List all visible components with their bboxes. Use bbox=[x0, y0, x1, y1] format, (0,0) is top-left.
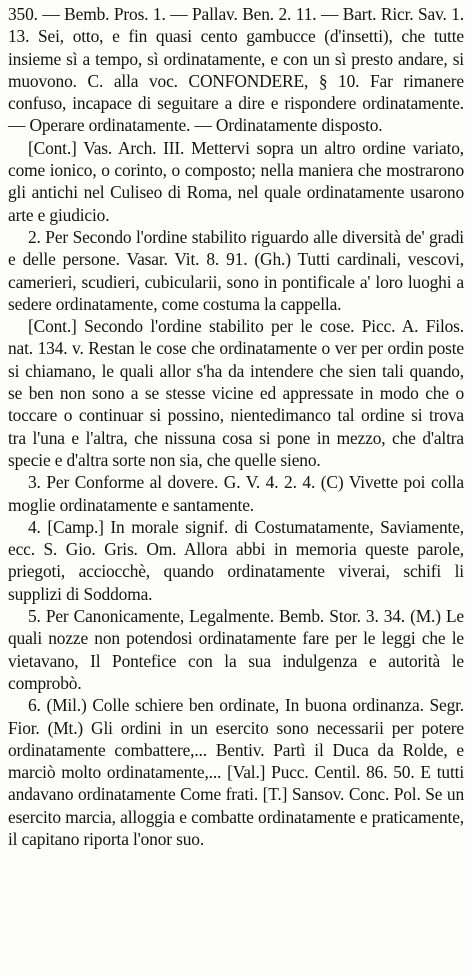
entry-paragraph-sense-6 bbox=[8, 694, 464, 850]
paragraph-text: 350. — Bemb. Pros. 1. — Pallav. Ben. 2. 11. — Bart. Ricr. Sav. 1. 13. Sei, otto, e fin quasi cento gambucce (d'insetti), che tutte insieme sì a tempo, sì ordinatamente, e con un sì presto andare, si muovono. C. alla voc. CONFONDERE, § 10. Far rimanere confuso, incapace di seguitare a dire e rispondere ordinatamente. — Operare ordinatamente. — Ordinatamente disposto. bbox=[8, 4, 464, 136]
paragraph-text: [Cont.] Secondo l'ordine stabilito per le cose. Picc. A. Filos. nat. 134. v. Restan le cose che ordinatamente o ver per ordin poste si chiamano, le quali allor s'ha da intendere che sien tali quando, se ben non sono a se stesse vicine ed appressate in modo che o toccare o continuar si possino, nientedimanco tal ordine si trova tra l'una e l'altra, che nissuna cosa si pone in mezzo, che d'altra specie e d'altra sorte non sia, che quelle sieno. bbox=[8, 316, 464, 470]
paragraph-text: 2. Per Secondo l'ordine stabilito riguardo alle diversità de' gradi e delle persone. Vasar. Vit. 8. 91. (Gh.) Tutti cardinali, vescovi, camerieri, scudieri, cubicularii, sono in pontificale a' loro luoghi a sedere ordinatamente, come costuma la cappella. bbox=[8, 226, 464, 314]
paragraph-text: 4. [Camp.] In morale signif. di Costumatamente, Saviamente, ecc. S. Gio. Gris. Om. Allora abbi in memoria queste parole, priegoti, acciocchè, quando ordinatamente viverai, schifi li supplizi di Soddoma. bbox=[8, 516, 464, 604]
entry-paragraph-sense-5 bbox=[8, 605, 464, 694]
entry-paragraph-citations bbox=[8, 3, 464, 137]
paragraph-text: [Cont.] Vas. Arch. III. Mettervi sopra un altro ordine variato, come ionico, o corinto, o composto; nella maniera che mostrarono gli antichi nel Culiseo di Roma, nel quale ordinatamente usarono arte e giudicio. bbox=[8, 137, 464, 225]
entry-paragraph-sense-3 bbox=[8, 471, 464, 516]
paragraph-text: 6. (Mil.) Colle schiere ben ordinate, In buona ordinanza. Segr. Fior. (Mt.) Gli ordini in un esercito sono necessarii per potere ordinatamente combattere,... Bentiv. Partì il Duca da Rolde, e marciò molto ordinatamente,... [Val.] Pucc. Centil. 86. 50. E tutti andavano ordinatamente Come frati. [T.] Sansov. Conc. Pol. Se un esercito marcia, alloggia e combatte ordinatamente e praticamente, il capitano riporta l'onor suo. bbox=[8, 695, 464, 849]
entry-paragraph-sense-2 bbox=[8, 226, 464, 315]
entry-paragraph-architecture bbox=[8, 137, 464, 226]
paragraph-text: 3. Per Conforme al dovere. G. V. 4. 2. 4. (C) Vivette poi colla moglie ordinatamente e santamente. bbox=[8, 472, 464, 515]
entry-paragraph-sense-4 bbox=[8, 516, 464, 605]
dictionary-entry-ordinatamente bbox=[8, 3, 464, 850]
paragraph-text: 5. Per Canonicamente, Legalmente. Bemb. Stor. 3. 34. (M.) Le quali nozze non potendosi ordinatamente fare per le leggi che le vietavano, Il Pontefice con la sua indulgenza e autorità le comprobò. bbox=[8, 606, 464, 693]
entry-paragraph-sense-2-cont bbox=[8, 315, 464, 471]
